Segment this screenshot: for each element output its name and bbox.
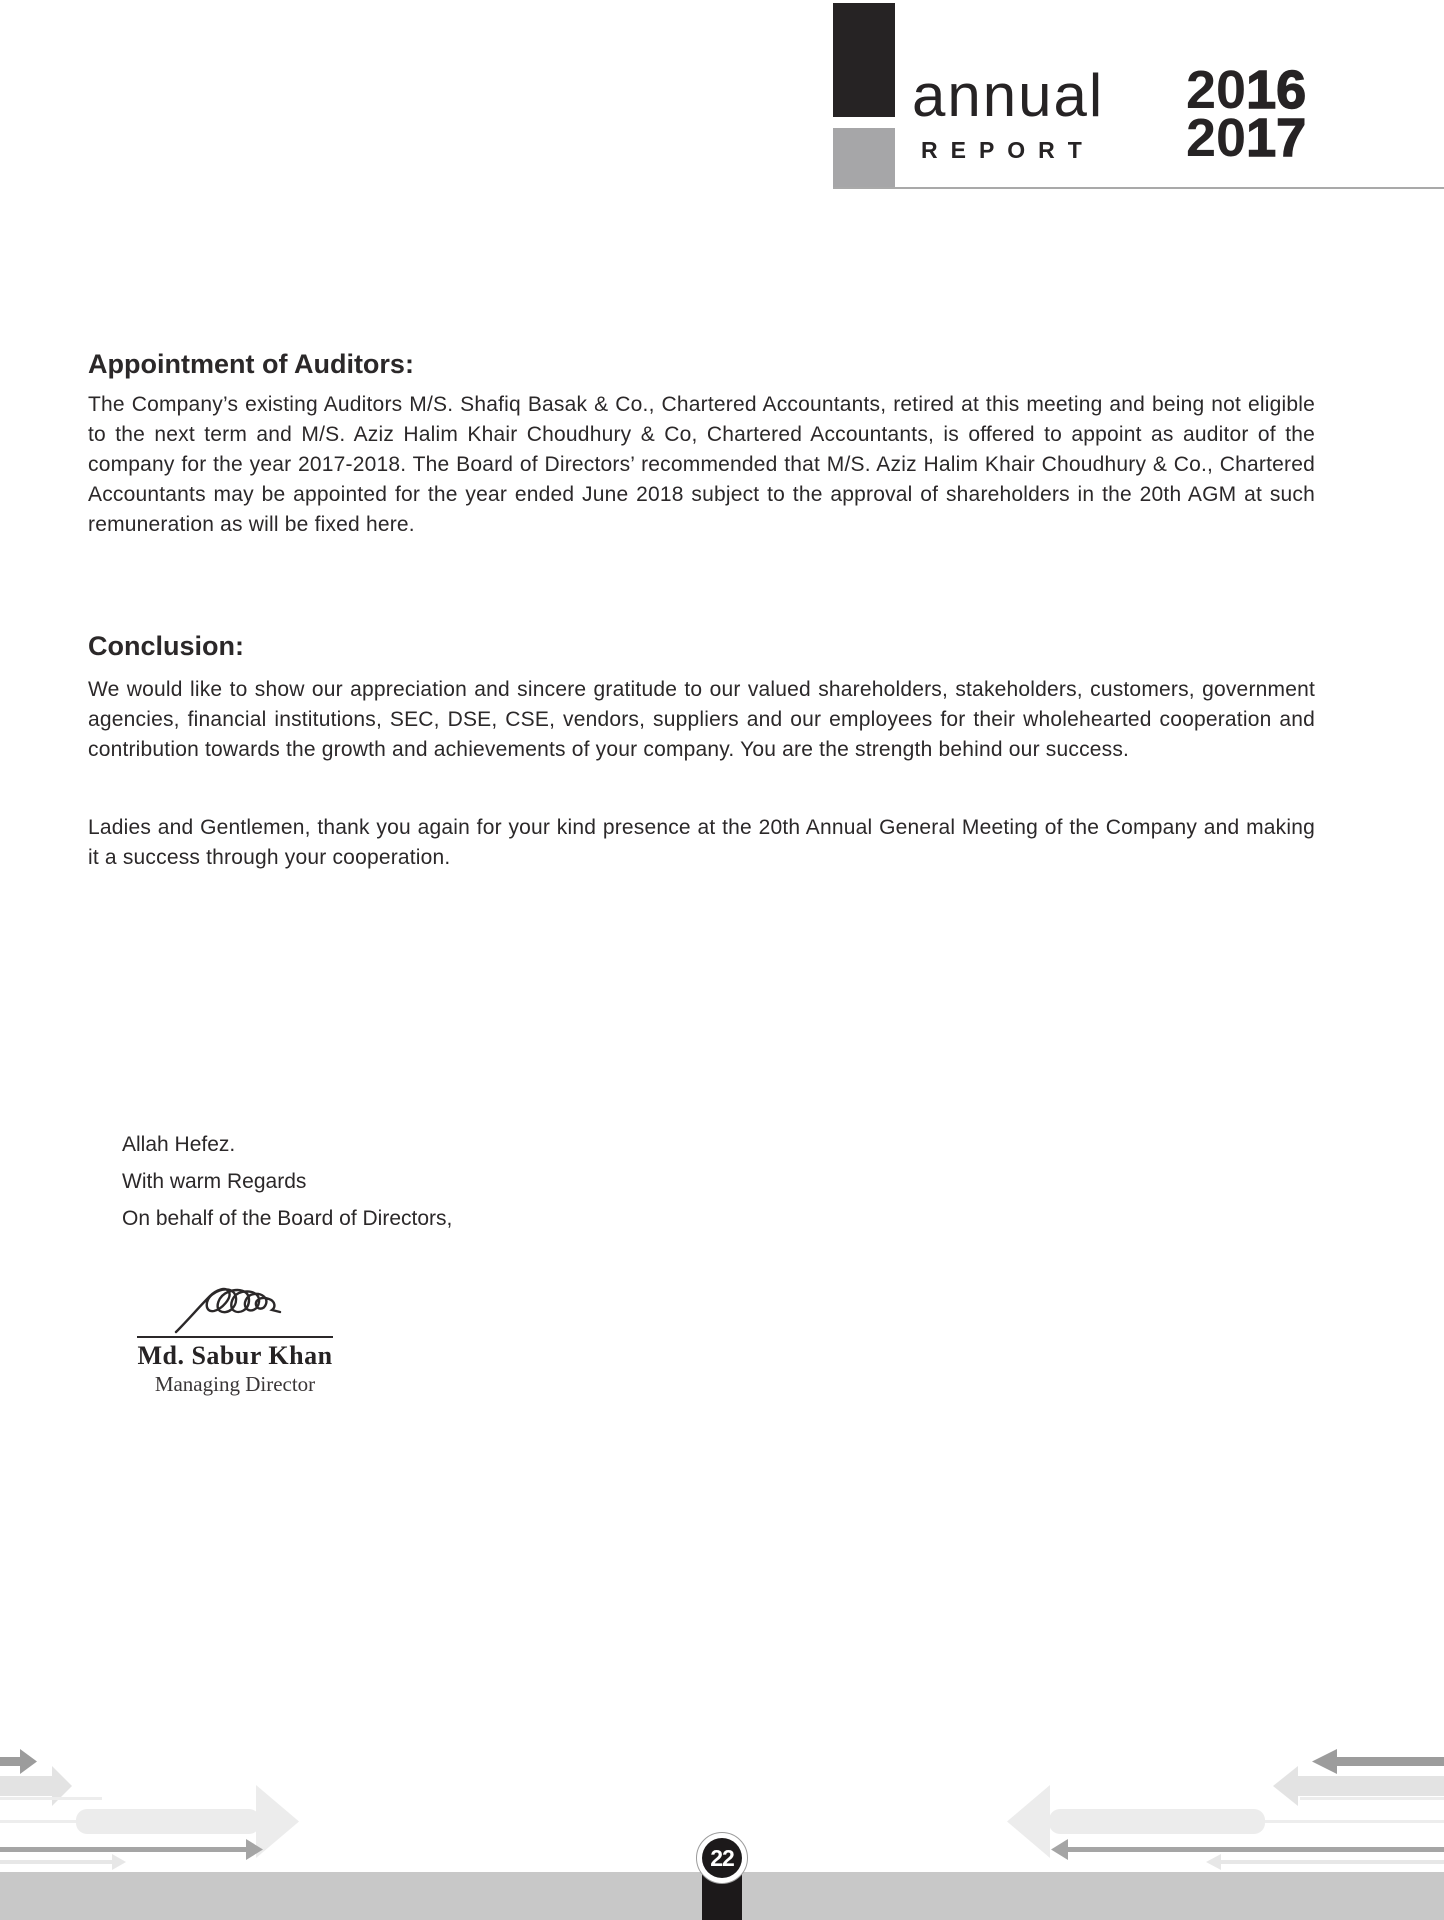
- logo-black-block: [833, 3, 895, 117]
- signature-block: [137, 1282, 333, 1396]
- signatory-name: Md. Sabur Khan: [137, 1341, 333, 1370]
- logo-gray-block: [833, 128, 895, 189]
- closing-line-3: On behalf of the Board of Directors,: [122, 1207, 453, 1230]
- logo-year-1: [1186, 60, 1307, 120]
- year1-prefix: 20: [1186, 60, 1247, 120]
- year1-bold: 16: [1246, 60, 1307, 120]
- logo-subtitle: REPORT: [921, 137, 1095, 163]
- section-heading-conclusion: Conclusion:: [88, 631, 244, 662]
- paragraph-auditors: The Company’s existing Auditors M/S. Shafiq Basak & Co., Chartered Accountants, retired at this meeting and being not eligible to the next term and M/S. Aziz Halim Khair Choudhury & Co, Chartered Accountants, is offered to appoint as auditor of the company for the year 2017-2018. The Board of Directors’ recommended that M/S. Aziz Halim Khair Choudhury & Co., Chartered Accountants may be appointed for the year ended June 2018 subject to the approval of shareholders in the 20th AGM at such remuneration as will be fixed here.: [88, 393, 1315, 536]
- signature-rule: [137, 1336, 333, 1338]
- signatory-title: Managing Director: [154, 1371, 316, 1396]
- page-number: 22: [702, 1838, 742, 1878]
- year2-prefix: 20: [1186, 108, 1247, 168]
- closing-line-2: With warm Regards: [122, 1170, 307, 1193]
- logo-title: annual: [912, 62, 1105, 129]
- year2-bold: 17: [1246, 108, 1307, 168]
- right-arrows-decoration: [0, 1745, 310, 1875]
- closing-block: [122, 1126, 452, 1237]
- section-heading-auditors: Appointment of Auditors:: [88, 349, 414, 380]
- signature-scribble: [170, 1282, 300, 1336]
- header-rule: [833, 187, 1444, 189]
- left-arrows-decoration: [1004, 1745, 1444, 1875]
- paragraph-conclusion-2: Ladies and Gentlemen, thank you again for your kind presence at the 20th Annual General Meeting of the Company and making it a success through your cooperation.: [88, 816, 1315, 869]
- page-number-badge: [696, 1832, 748, 1884]
- paragraph-conclusion-1: We would like to show our appreciation and sincere gratitude to our valued shareholders, stakeholders, customers, government agencies, financial institutions, SEC, DSE, CSE, vendors, suppliers and our employees for their wholehearted cooperation and contribution towards the growth and achievements of your company. You are the strength behind our success.: [88, 678, 1315, 761]
- logo-year-2: [1186, 108, 1307, 168]
- logo-years: [1186, 60, 1307, 168]
- closing-line-1: Allah Hefez.: [122, 1133, 236, 1156]
